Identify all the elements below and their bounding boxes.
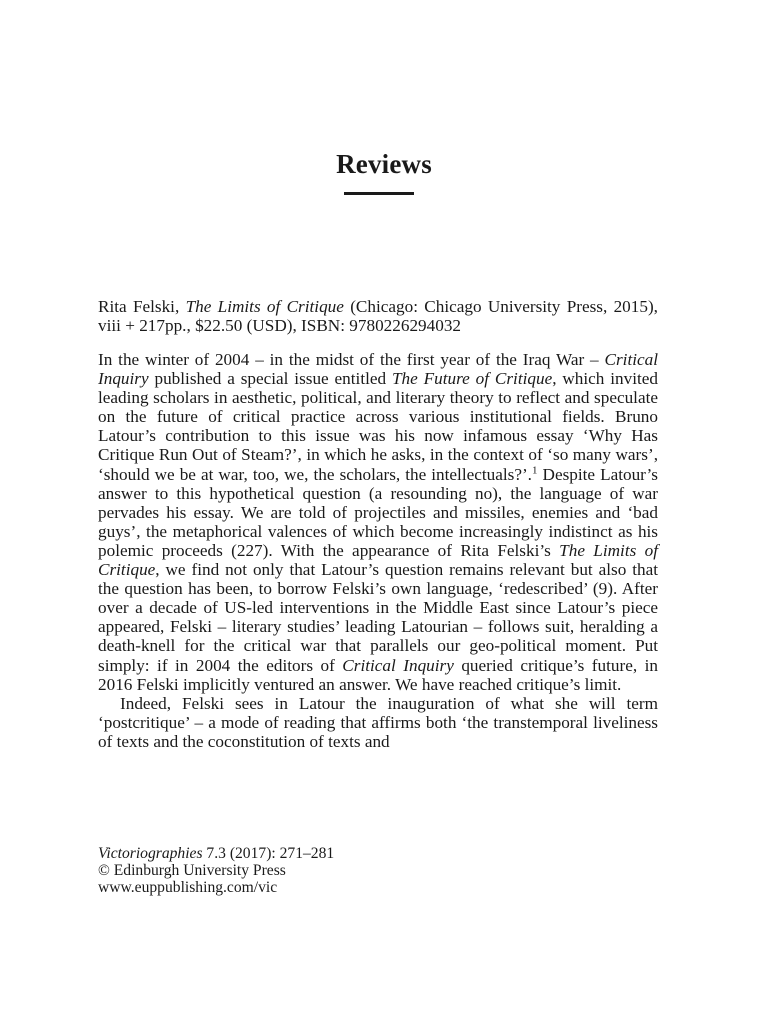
paragraph-2: Indeed, Felski sees in Latour the inauguration of what she will term ‘postcritique’ – a mode of reading that affirms both ‘the transtemporal liveliness of texts and the coconstitution of texts and xyxy=(98,693,658,751)
paragraph-1-text: In the winter of 2004 – in the midst of the first year of the Iraq War – xyxy=(98,350,605,369)
review-citation xyxy=(98,297,658,335)
review-body xyxy=(98,350,658,751)
footer-url[interactable]: www.euppublishing.com/vic xyxy=(98,879,278,896)
journal-title: Critical Inquiry xyxy=(98,350,658,389)
footer-issue: 7.3 (2017): 271–281 xyxy=(202,845,335,862)
footer-journal: Victoriographies xyxy=(98,845,203,862)
page-footer xyxy=(98,845,498,896)
section-heading: Reviews xyxy=(336,149,432,179)
heading-rule xyxy=(344,192,414,195)
paragraph-1-text: queried critique’s future, in 2016 Felski implicitly ventured an answer. We have reached critique’s limit. xyxy=(98,655,658,694)
footer-copyright: © Edinburgh University Press xyxy=(98,862,286,879)
issue-title: The Future of Critique xyxy=(391,369,553,389)
journal-title: Critical Inquiry xyxy=(342,655,454,675)
paragraph-1-text: published a special issue entitled xyxy=(148,369,392,389)
citation-title: The Limits of Critique xyxy=(185,297,344,316)
paragraph-1-text: , which invited leading scholars in aesthetic, political, and literary theory to reflect and speculate on the future of critical practice across various institutional fields. Bruno Latour’s contribution to this issue was his now infamous essay ‘Why Has Critique Run Out of Steam?’, in which he asks, in the context of ‘so many wars’, ‘should we be at war, too, we, the scholars, the intellectuals?’. xyxy=(98,369,658,484)
book-title: The Limits of Critique xyxy=(98,540,658,580)
citation-details: (Chicago: Chicago University Press, 2015), viii + 217pp., $22.50 (USD), ISBN: 9780226294032 xyxy=(98,297,658,336)
paragraph-1-text: , we find not only that Latour’s question remains relevant but also that the question has been, to borrow Felski’s own language, ‘redescribed’ (9). After over a decade of US-led interventions in the Middle East since Latour’s piece appeared, Felski – literary studies’ leading Latourian – follows suit, heralding a death-knell for the critical war that parallels our geo-political moment. Put simply: if in 2004 the editors of xyxy=(98,560,658,675)
paragraph-1 xyxy=(98,350,658,694)
footer-journal-line xyxy=(98,845,498,862)
paragraph-1-text: Despite Latour’s answer to this hypothetical question (a resounding no), the language of war pervades his essay. We are told of projectiles and missiles, enemies and ‘bad guys’, the metaphorical valences of which become increasingly indistinct as his polemic proceeds (227). With the appearance of Rita Felski’s xyxy=(98,464,658,560)
citation-author: Rita Felski, xyxy=(98,297,186,316)
footnote-marker[interactable]: 1 xyxy=(531,463,538,476)
